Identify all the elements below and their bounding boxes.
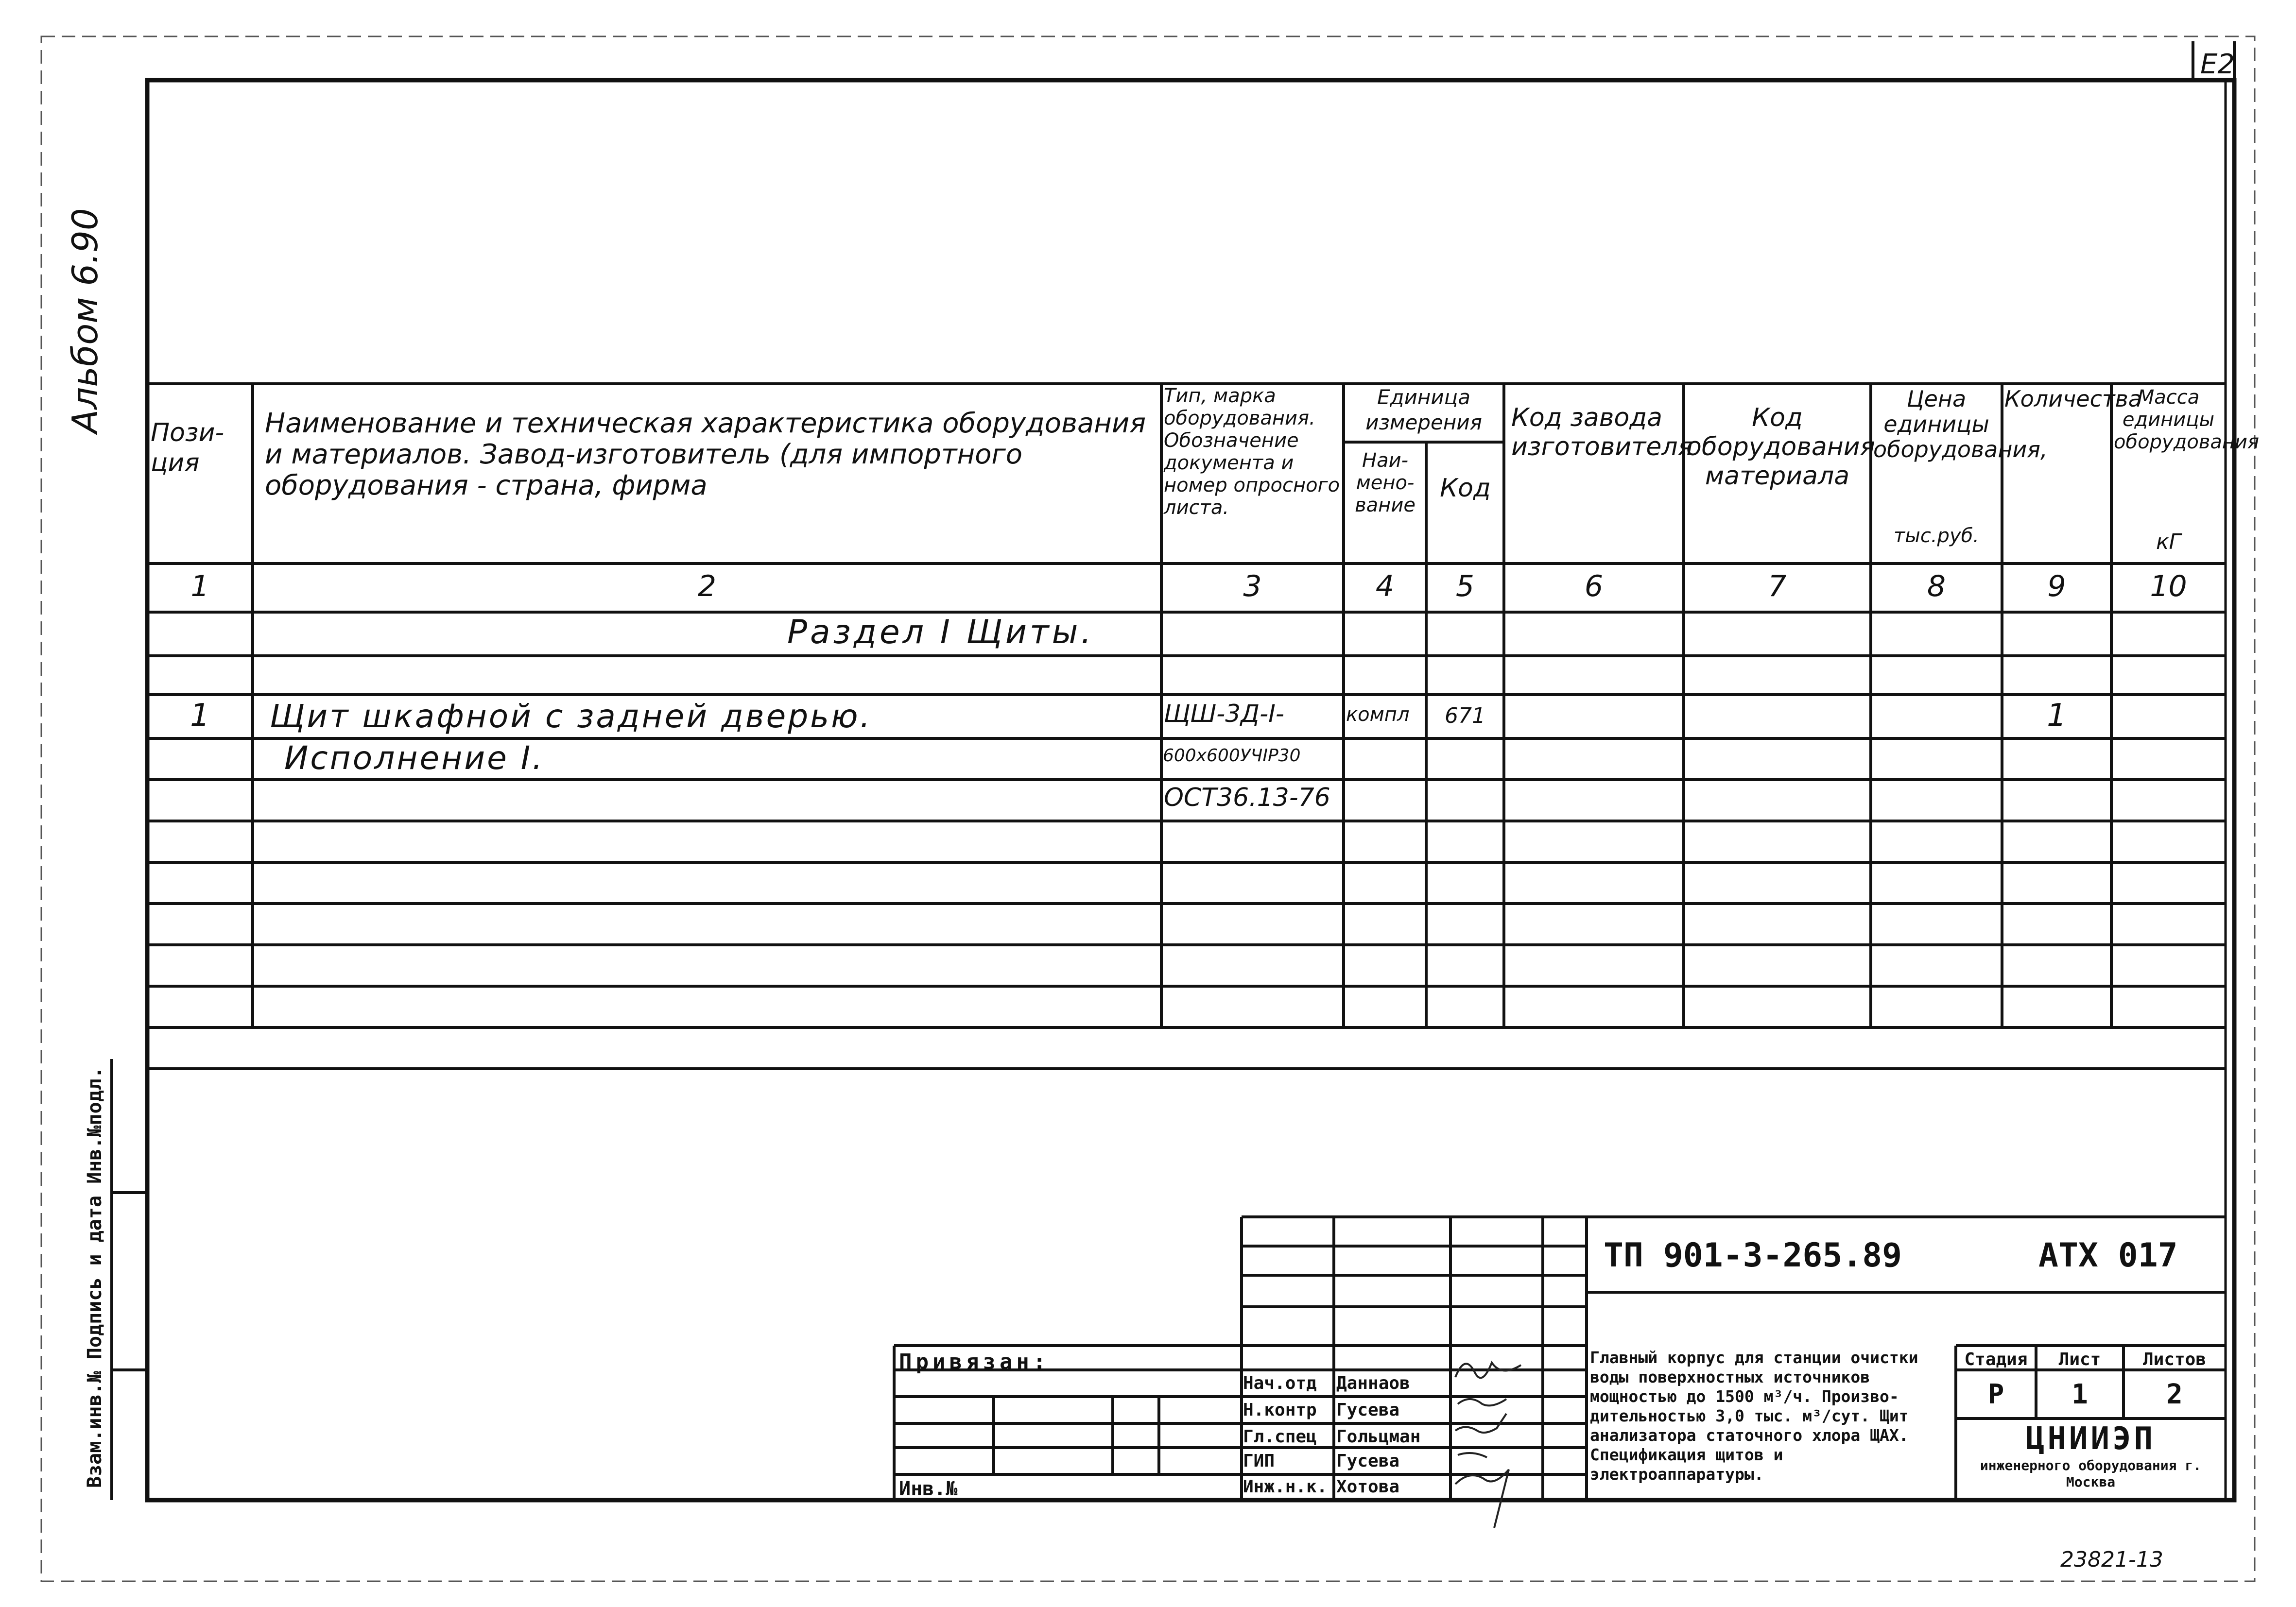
role-n-kontr: Н.контр [1243, 1400, 1317, 1420]
side-stamp-text: Взам.инв.№ Подпись и дата Инв.№подл. [84, 1067, 106, 1488]
name-3: Гольцман [1336, 1427, 1421, 1447]
sheet-corner-label: E2 [2200, 49, 2235, 80]
header-price: Цена единицы оборудования, [1873, 386, 2048, 462]
role-nach-otd: Нач.отд [1243, 1373, 1317, 1393]
privyazan-label: Привязан: [899, 1350, 1050, 1374]
header-type: Тип, марка оборудования. Обозначение документа и номер опросного листа. [1164, 385, 1340, 519]
header-unit-name: Наи-мено-вание [1355, 449, 1416, 516]
header-factory-code: Код завода изготовителя [1511, 403, 1693, 462]
row1-position: 1 [190, 698, 210, 734]
role-inzh: Инж.н.к. [1243, 1477, 1328, 1497]
col-number-4: 4 [1375, 569, 1395, 603]
row1-name: Щит шкафной с задней дверью. [270, 698, 872, 735]
title-description: Главный корпус для станции очистки воды поверхностных источников мощностью до 1500 м³/ч. Произво-дительностью 3,0 тыс. м³/сут. Щит анализатора статочного хлора ЩАХ. Спецификация щитов и электроаппаратуры. [1590, 1348, 1918, 1484]
inventory-number-label: Инв.№ [899, 1478, 958, 1500]
header-unit-code: Код [1440, 474, 1491, 503]
col-number-10: 10 [2150, 569, 2187, 603]
header-price-unit: тыс.руб. [1893, 525, 1980, 547]
col-number-9: 9 [2047, 569, 2066, 603]
sheet-label: Лист [2058, 1350, 2101, 1369]
row2-name: Исполнение I. [284, 739, 545, 777]
sheet-code: АТХ 017 [2038, 1236, 2178, 1275]
row3-type: ОСТ36.13-76 [1164, 783, 1330, 812]
sheet-value: 1 [2072, 1379, 2088, 1410]
row1-unit: компл [1346, 703, 1410, 726]
role-gl-spec: Гл.спец [1243, 1427, 1317, 1447]
col-number-8: 8 [1927, 569, 1946, 603]
row2-type: 600х600УЧIР30 [1163, 746, 1301, 766]
name-2: Гусева [1336, 1400, 1400, 1420]
header-mass: Масса единицы оборудования [2114, 386, 2260, 453]
col-number-7: 7 [1768, 569, 1787, 603]
name-5: Хотова [1336, 1477, 1400, 1497]
name-4: Гусева [1336, 1451, 1400, 1471]
header-quantity: Количества [2004, 386, 2142, 412]
col-number-6: 6 [1584, 569, 1604, 603]
col-number-1: 1 [190, 569, 209, 603]
sheets-value: 2 [2166, 1379, 2183, 1410]
col-number-5: 5 [1455, 569, 1475, 603]
row1-quantity: 1 [2047, 698, 2067, 734]
document-code: ТП 901-3-265.89 [1604, 1236, 1902, 1275]
album-label: Альбом 6.90 [65, 208, 105, 433]
bottom-archive-code: 23821-13 [2060, 1547, 2163, 1572]
organization-subtitle: инженерного оборудования г. Москва [1980, 1457, 2202, 1490]
header-name: Наименование и техническая характеристика оборудования и материалов. Завод-изготовитель (для импортного оборудования - страна, фирма [265, 408, 1146, 501]
stage-value: Р [1987, 1379, 2004, 1410]
header-position: Пози-ция [151, 418, 224, 478]
row1-code: 671 [1445, 703, 1485, 728]
header-mass-unit: кГ [2156, 530, 2181, 554]
organization-name: ЦНИИЭП [2025, 1421, 2156, 1457]
col-number-3: 3 [1243, 569, 1262, 603]
role-gip: ГИП [1243, 1451, 1275, 1471]
header-equipment-code: Код оборудования материала [1686, 403, 1875, 491]
col-number-2: 2 [697, 569, 717, 603]
row1-type: ЩШ-3Д-I- [1164, 700, 1284, 728]
sheets-label: Листов [2142, 1350, 2207, 1369]
stage-label: Стадия [1964, 1350, 2028, 1369]
section-title: Раздел I Щиты. [787, 613, 1094, 651]
header-unit: Единица измерения [1365, 385, 1482, 434]
name-1: Даннаов [1336, 1373, 1410, 1393]
